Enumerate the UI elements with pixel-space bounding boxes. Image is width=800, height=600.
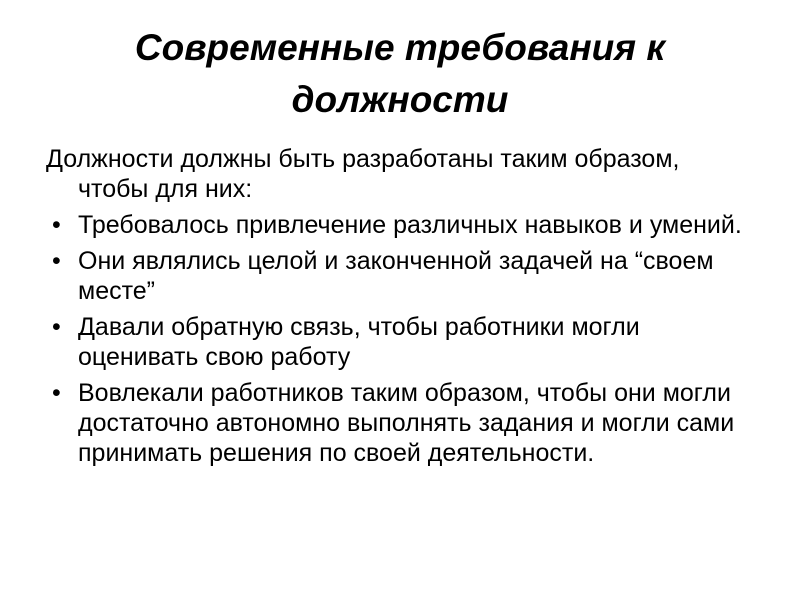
bullet-icon: • xyxy=(52,247,61,275)
intro-text: Должности должны быть разработаны таким образом, чтобы для них: xyxy=(46,145,680,203)
bullet-text: Требовалось привлечение различных навыков и умений. xyxy=(78,211,742,239)
bullet-text: Они являлись целой и законченной задачей на “своем месте” xyxy=(78,247,714,305)
bullet-item xyxy=(46,378,756,468)
bullet-list xyxy=(46,210,756,468)
bullet-item xyxy=(46,246,756,306)
bullet-text: Вовлекали работников таким образом, чтобы они могли достаточно автономно выполнять задания и могли сами принимать решения по своей деятельности. xyxy=(78,379,735,467)
bullet-icon: • xyxy=(52,211,61,239)
bullet-item xyxy=(46,312,756,372)
slide-content xyxy=(46,144,756,474)
bullet-icon: • xyxy=(52,313,61,341)
bullet-text: Давали обратную связь, чтобы работники могли оценивать свою работу xyxy=(78,313,640,371)
bullet-item xyxy=(46,210,756,240)
bullet-icon: • xyxy=(52,379,61,407)
slide-title: Современные требования к должности xyxy=(134,27,666,120)
